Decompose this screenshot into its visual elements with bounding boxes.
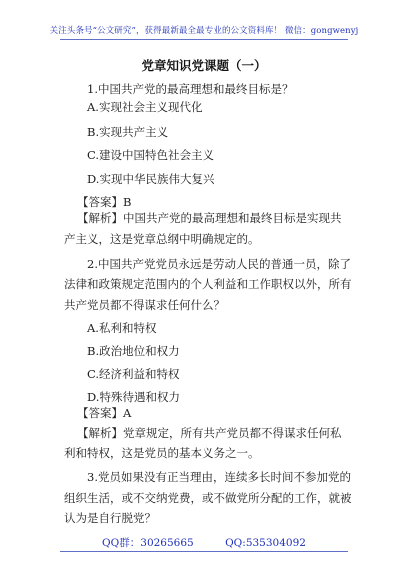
question-2-line-2: 法律和政策规定范围内的个人利益和工作职权以外，所有 — [64, 277, 352, 291]
option-1d: D.实现中华民族伟大复兴 — [87, 172, 215, 186]
analysis-2-line-1: 【解析】党章规定，所有共产党员都不得谋求任何私 — [77, 426, 342, 440]
option-1a: A.实现社会主义现代化 — [87, 100, 203, 114]
page-footer — [0, 535, 408, 550]
analysis-1-line-1: 【解析】中国共产党的最高理想和最终目标是实现共 — [77, 211, 342, 225]
header-promo-text: 关注头条号“公文研究”，获得最新最全最专业的公文资料库！ 微信：gongwenyj — [49, 26, 359, 36]
question-3-line-1: 3.党员如果没有正当理由，连续多长时间不参加党的 — [87, 470, 351, 484]
option-2a: A.私利和特权 — [87, 321, 157, 335]
footer-divider — [60, 551, 348, 552]
header-divider — [60, 39, 348, 40]
analysis-2-line-2: 利和特权，这是党员的基本义务之一。 — [64, 446, 260, 460]
option-2d: D.特殊待遇和权力 — [87, 390, 180, 404]
answer-1: 【答案】B — [77, 195, 132, 209]
option-2c: C.经济利益和特权 — [87, 367, 180, 381]
answer-2: 【答案】A — [77, 406, 132, 420]
footer-qq-group: QQ群：30265665 — [102, 537, 194, 549]
question-1: 1.中国共产党的最高理想和最终目标是？ — [87, 82, 294, 96]
footer-qq: QQ:535304092 — [225, 537, 306, 549]
question-2-line-1: 2.中国共产党党员永远是劳动人民的普通一员，除了 — [87, 257, 351, 271]
option-2b: B.政治地位和权力 — [87, 344, 180, 358]
question-2-line-3: 共产党员都不得谋求任何什么？ — [64, 298, 225, 312]
page-header — [0, 0, 408, 36]
question-3-line-3: 认为是自行脱党？ — [64, 511, 156, 525]
question-3-line-2: 组织生活，或不交纳党费，或不做党所分配的工作，就被 — [64, 491, 352, 505]
option-1c: C.建设中国特色社会主义 — [87, 148, 215, 162]
option-1b: B.实现共产主义 — [87, 125, 169, 139]
document-title: 党章知识党课题（一） — [141, 58, 267, 73]
analysis-1-line-2: 产主义，这是党章总纲中明确规定的。 — [64, 232, 260, 246]
